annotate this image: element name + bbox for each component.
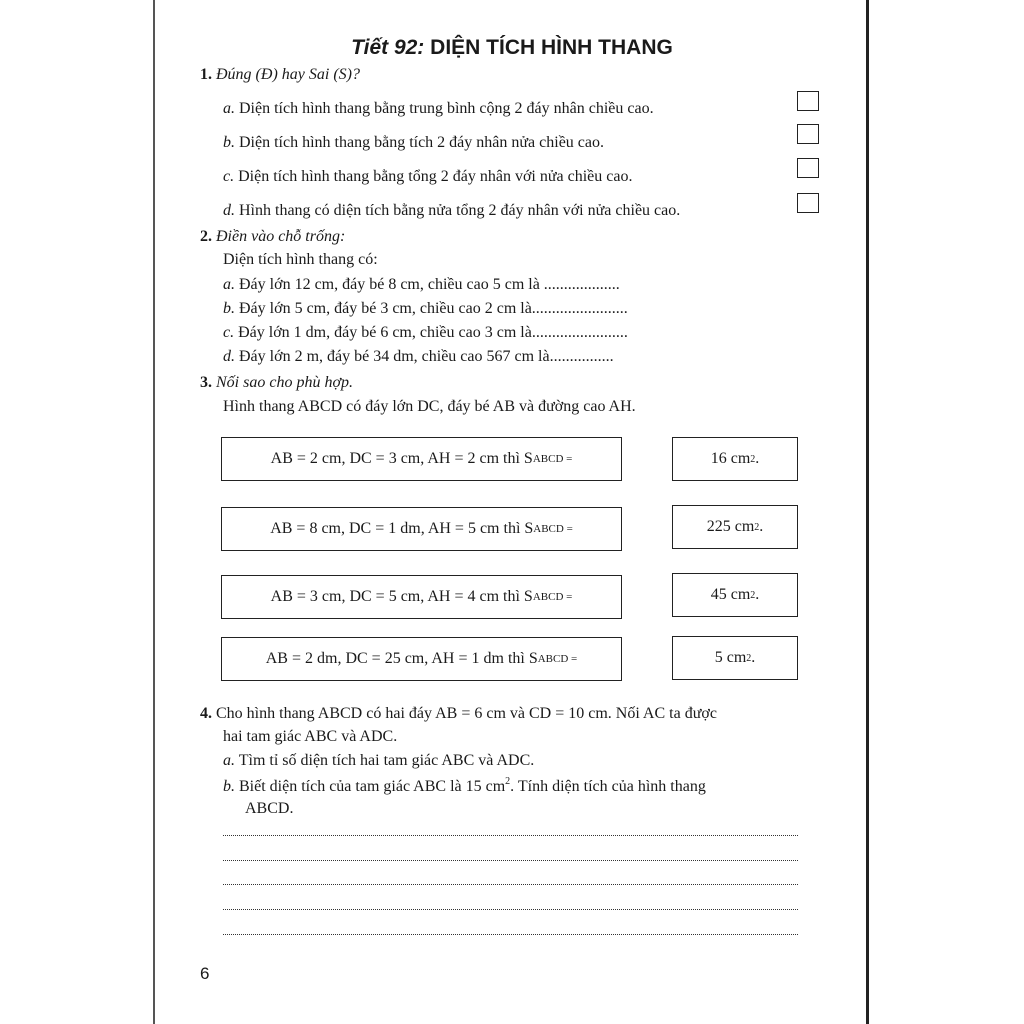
period: .	[759, 518, 764, 535]
area-value: 225 cm	[706, 518, 755, 535]
item-letter: a.	[223, 100, 235, 117]
match-left-2[interactable]	[221, 507, 622, 551]
item-text: Hình thang có diện tích bằng nửa tổng 2 đáy nhân với nửa chiều cao.	[239, 202, 681, 219]
item-text: Đáy lớn 2 m, đáy bé 34 dm, chiều cao 567 cm là................	[239, 348, 614, 365]
match-expression: AB = 2 dm, DC = 25 cm, AH = 1 dm thì S	[265, 650, 538, 667]
match-left-1[interactable]	[221, 437, 622, 481]
page-edge-left	[153, 0, 155, 1024]
item-letter: b.	[223, 134, 235, 151]
item-text: . Tính diện tích của hình thang	[510, 778, 706, 795]
item-letter: c.	[223, 324, 235, 341]
area-value: 45 cm	[710, 586, 751, 603]
match-left-3[interactable]	[221, 575, 622, 619]
q1-prompt: Đúng (Đ) hay Sai (S)?	[216, 66, 360, 83]
period: .	[755, 450, 760, 467]
answer-checkbox-c[interactable]	[797, 158, 819, 178]
q2-intro: Diện tích hình thang có:	[223, 251, 378, 268]
item-letter: b.	[223, 778, 235, 795]
answer-line-5[interactable]	[223, 934, 798, 935]
superscript: 2	[746, 652, 752, 664]
q2-item-c	[223, 324, 628, 342]
q1-item-a	[223, 100, 654, 118]
answer-line-2[interactable]	[223, 860, 798, 861]
match-expression: AB = 2 cm, DC = 3 cm, AH = 2 cm thì S	[270, 450, 533, 467]
item-text: Đáy lớn 5 cm, đáy bé 3 cm, chiều cao 2 cm là........................	[239, 300, 628, 317]
subscript: ABCD =	[537, 653, 578, 665]
page-edge-right	[866, 0, 869, 1024]
answer-checkbox-a[interactable]	[797, 91, 819, 111]
q2-item-a	[223, 276, 620, 294]
match-right-4[interactable]	[672, 636, 798, 680]
item-text: Tìm tỉ số diện tích hai tam giác ABC và ADC.	[238, 752, 535, 769]
item-letter: d.	[223, 348, 235, 365]
answer-line-4[interactable]	[223, 909, 798, 910]
match-right-2[interactable]	[672, 505, 798, 549]
q2-prompt: Điền vào chỗ trống:	[216, 228, 346, 245]
match-expression: AB = 8 cm, DC = 1 dm, AH = 5 cm thì S	[270, 520, 534, 537]
q3-number: 3.	[200, 374, 212, 391]
item-letter: a.	[223, 752, 235, 769]
superscript: 2	[754, 521, 760, 533]
item-letter: c.	[223, 168, 235, 185]
subscript: ABCD =	[532, 453, 573, 465]
period: .	[751, 649, 756, 666]
q4-text: Cho hình thang ABCD có hai đáy AB = 6 cm và CD = 10 cm. Nối AC ta được	[216, 705, 717, 722]
q4-line-2: hai tam giác ABC và ADC.	[223, 728, 398, 745]
q4-line-1	[200, 705, 717, 723]
area-value: 5 cm	[714, 649, 747, 666]
page-number: 6	[200, 964, 210, 983]
superscript: 2	[505, 776, 511, 787]
match-left-4[interactable]	[221, 637, 622, 681]
match-right-1[interactable]	[672, 437, 798, 481]
period: .	[755, 586, 760, 603]
q3-prompt: Nối sao cho phù hợp.	[216, 374, 353, 391]
q1-heading	[200, 66, 360, 84]
page-title	[0, 36, 1024, 60]
item-text: Diện tích hình thang bằng tổng 2 đáy nhân với nửa chiều cao.	[238, 168, 633, 185]
answer-checkbox-b[interactable]	[797, 124, 819, 144]
q2-heading	[200, 228, 345, 246]
q1-item-b	[223, 134, 604, 152]
item-text: Diện tích hình thang bằng trung bình cộng 2 đáy nhân chiều cao.	[239, 100, 654, 117]
q2-number: 2.	[200, 228, 212, 245]
item-text: Diện tích hình thang bằng tích 2 đáy nhân nửa chiều cao.	[239, 134, 605, 151]
q4-item-b	[223, 776, 706, 796]
q4-item-b-line-2: ABCD.	[245, 800, 294, 817]
item-text: Đáy lớn 1 dm, đáy bé 6 cm, chiều cao 3 cm là........................	[238, 324, 628, 341]
answer-line-3[interactable]	[223, 884, 798, 885]
area-value: 16 cm	[710, 450, 751, 467]
lesson-name: DIỆN TÍCH HÌNH THANG	[430, 36, 673, 59]
subscript: ABCD =	[533, 523, 573, 535]
lesson-number: Tiết 92:	[351, 36, 425, 59]
q3-heading	[200, 374, 353, 392]
q1-item-c	[223, 168, 632, 186]
subscript: ABCD =	[532, 591, 573, 603]
item-letter: a.	[223, 276, 235, 293]
answer-checkbox-d[interactable]	[797, 193, 819, 213]
item-letter: d.	[223, 202, 235, 219]
q4-number: 4.	[200, 705, 212, 722]
q1-number: 1.	[200, 66, 212, 83]
q4-item-a	[223, 752, 534, 770]
q2-item-b	[223, 300, 628, 318]
item-text: Biết diện tích của tam giác ABC là 15 cm	[239, 778, 506, 795]
item-letter: b.	[223, 300, 235, 317]
superscript: 2	[750, 589, 756, 601]
q3-intro: Hình thang ABCD có đáy lớn DC, đáy bé AB và đường cao AH.	[223, 398, 636, 415]
match-right-3[interactable]	[672, 573, 798, 617]
answer-line-1[interactable]	[223, 835, 798, 836]
superscript: 2	[750, 453, 756, 465]
match-expression: AB = 3 cm, DC = 5 cm, AH = 4 cm thì S	[270, 588, 533, 605]
item-text: Đáy lớn 12 cm, đáy bé 8 cm, chiều cao 5 cm là ...................	[239, 276, 620, 293]
q2-item-d	[223, 348, 614, 366]
q1-item-d	[223, 202, 680, 220]
